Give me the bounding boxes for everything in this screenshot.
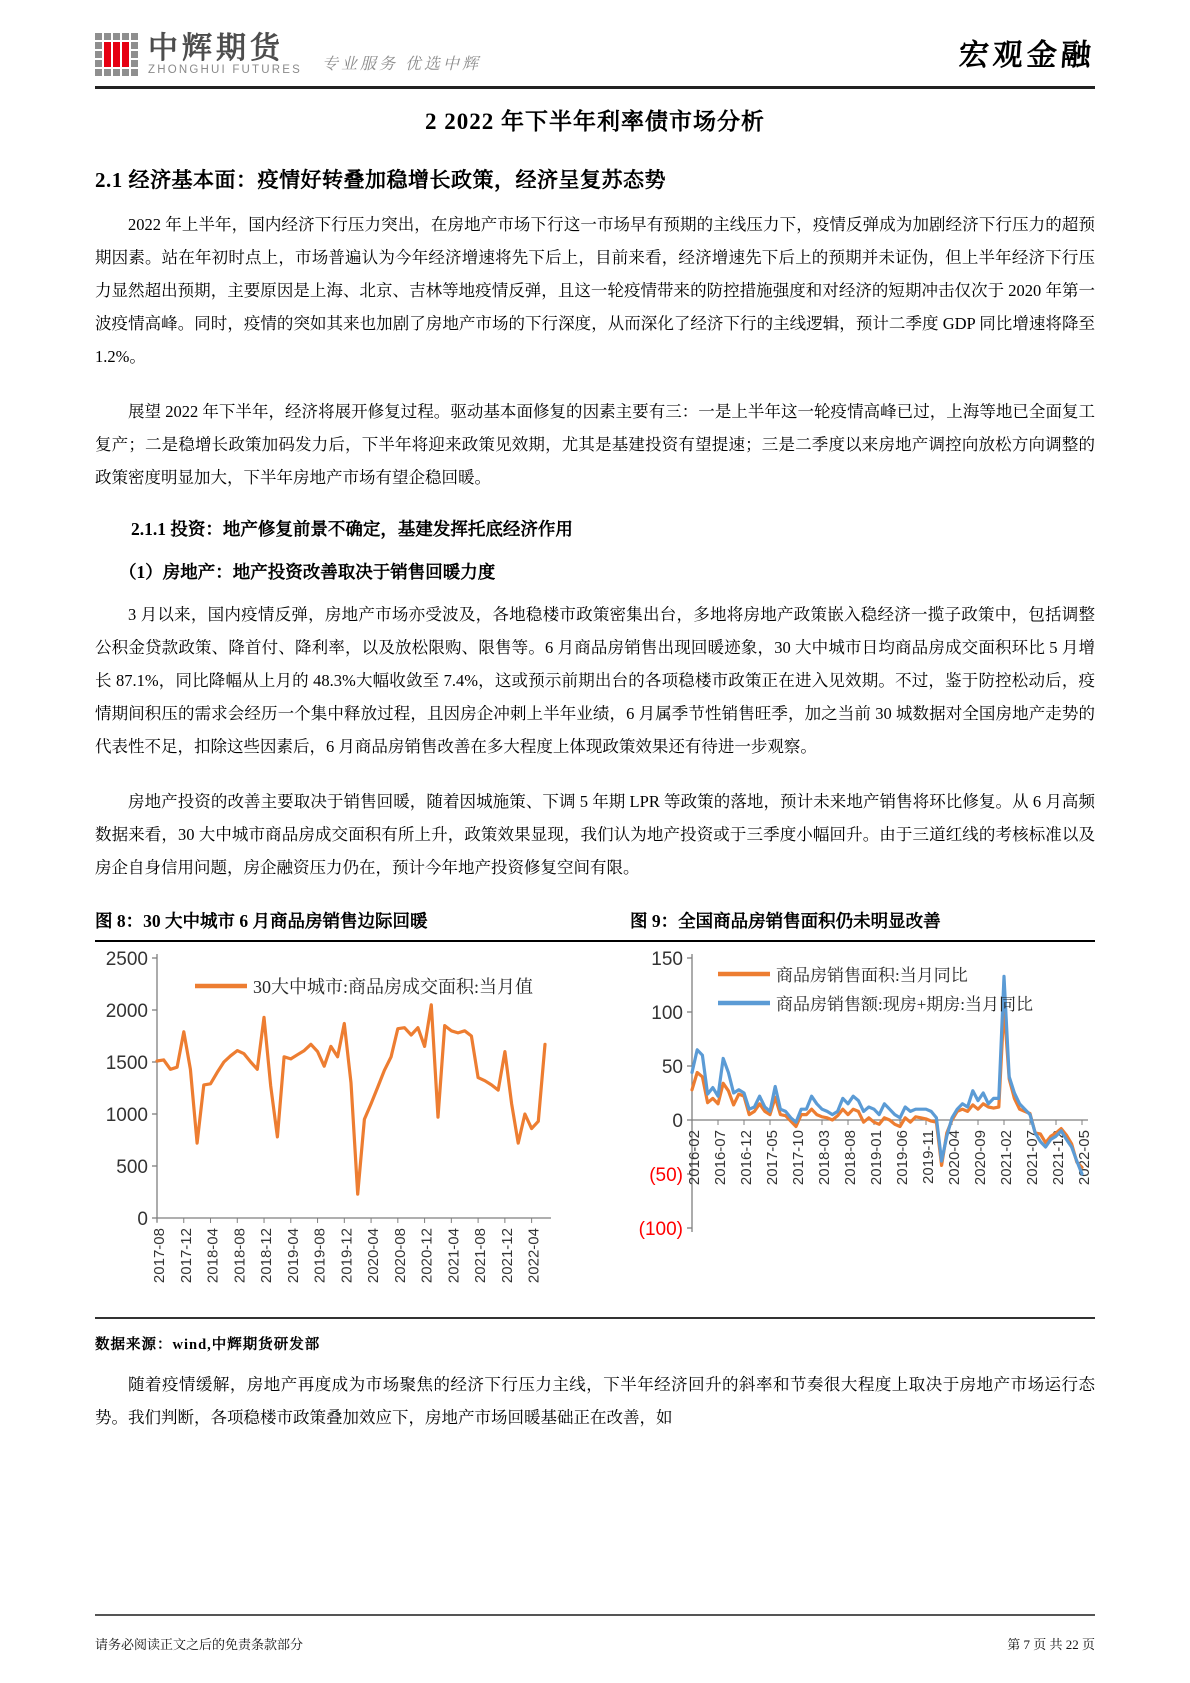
svg-text:2017-10: 2017-10: [790, 1130, 807, 1186]
company-logo-icon: [95, 33, 138, 76]
report-category: 宏观金融: [957, 39, 1096, 72]
paragraph-3: 3 月以来，国内疫情反弹，房地产市场亦受波及，各地稳楼市政策密集出台，多地将房地产政策嵌入稳经济一揽子政策中，包括调整公积金贷款政策、降首付、降利率，以及放松限购、限售等。6 月商品房销售出现回暖迹象，30 大中城市日均商品房成交面积环比 5 月增长 87.1%，同比降幅从上月的 48.3%大幅收敛至 7.4%，这或预示前期出台的各项稳楼市政策正在进入见效期。不过，鉴于防控松动后，疫情期间积压的需求会经历一个集中释放过程，且因房企冲刺上半年业绩，6 月属季节性销售旺季，加之当前 30 城数据对全国房地产走势的代表性不足，扣除这些因素后，6 月商品房销售改善在多大程度上体现政策效果还有待进一步观察。: [95, 605, 1095, 756]
footer-disclaimer: 请务必阅读正文之后的免责条款部分: [95, 1637, 304, 1652]
page-header: [95, 0, 1095, 89]
svg-text:2018-04: 2018-04: [204, 1228, 222, 1284]
svg-text:150: 150: [651, 949, 683, 970]
paragraph-4: 房地产投资的改善主要取决于销售回暖，随着因城施策、下调 5 年期 LPR 等政策的落地，预计未来地产销售将环比修复。从 6 月高频数据来看，30 大中城市商品房成交面积有所上升，政策效果显现，我们认为地产投资或于三季度小幅回升。由于三道红线的考核标准以及房企自身信用问题，房企融资压力仍在，预计今年地产投资修复空间有限。: [95, 792, 1095, 877]
svg-text:2018-08: 2018-08: [231, 1228, 249, 1284]
svg-text:2022-04: 2022-04: [525, 1228, 543, 1284]
svg-text:2018-12: 2018-12: [258, 1228, 276, 1284]
charts-row: [95, 948, 1095, 1313]
figure9-title: 图 9：全国商品房销售面积仍未明显改善: [630, 911, 941, 931]
paragraph-2: 展望 2022 年下半年，经济将展开修复过程。驱动基本面修复的因素主要有三：一是上半年这一轮疫情高峰已过，上海等地已全面复工复产；二是稳增长政策加码发力后，下半年将迎来政策见效期，尤其是基建投资有望提速；三是二季度以来房地产调控向放松方向调整的政策密度明显加大，下半年房地产市场有望企稳回暖。: [95, 402, 1095, 487]
svg-text:0: 0: [137, 1209, 148, 1230]
svg-text:2016-07: 2016-07: [712, 1130, 729, 1186]
brand-tagline: 专业服务 优选中辉: [322, 56, 482, 73]
brand: [95, 33, 481, 76]
svg-text:0: 0: [672, 1111, 683, 1132]
svg-text:2021-04: 2021-04: [445, 1228, 463, 1284]
svg-text:2020-04: 2020-04: [946, 1130, 963, 1186]
page-footer: [95, 1614, 1095, 1653]
paragraph-1: 2022 年上半年，国内经济下行压力突出，在房地产市场下行这一市场早有预期的主线压力下，疫情反弹成为加剧经济下行压力的超预期因素。站在年初时点上，市场普遍认为今年经济增速将先下后上，目前来看，经济增速先下后上的预期并未证伪，但上半年经济下行压力显然超出预期，主要原因是上海、北京、吉林等地疫情反弹，且这一轮疫情带来的防控措施强度和对经济的短期冲击仅次于 2020 年第一波疫情高峰。同时，疫情的突如其来也加剧了房地产市场的下行深度，从而深化了经济下行的主线逻辑，预计二季度 GDP 同比增速将降至 1.2%。: [95, 215, 1095, 366]
svg-text:(100): (100): [638, 1219, 683, 1240]
svg-text:2018-03: 2018-03: [816, 1130, 833, 1186]
footer-page-number: 第 7 页 共 22 页: [1007, 1637, 1095, 1652]
svg-text:2022-05: 2022-05: [1076, 1130, 1093, 1186]
svg-text:商品房销售面积:当月同比: 商品房销售面积:当月同比: [776, 966, 968, 985]
svg-text:1500: 1500: [105, 1053, 148, 1074]
svg-text:30大中城市:商品房成交面积:当月值: 30大中城市:商品房成交面积:当月值: [253, 977, 534, 997]
subsection-heading-211: 2.1.1 投资：地产修复前景不确定，基建发挥托底经济作用: [131, 519, 573, 539]
svg-text:2000: 2000: [105, 1001, 148, 1022]
svg-text:2020-08: 2020-08: [391, 1228, 409, 1284]
svg-text:2021-12: 2021-12: [498, 1228, 516, 1284]
svg-text:2019-12: 2019-12: [338, 1228, 356, 1284]
svg-text:2021-12: 2021-12: [1050, 1130, 1067, 1186]
svg-text:100: 100: [651, 1003, 683, 1024]
svg-text:2018-08: 2018-08: [842, 1130, 859, 1186]
svg-text:商品房销售额:现房+期房:当月同比: 商品房销售额:现房+期房:当月同比: [776, 995, 1034, 1014]
figure8-title: 图 8：30 大中城市 6 月商品房销售边际回暖: [95, 911, 428, 931]
logo-name-cn: 中辉期货: [148, 32, 284, 65]
figure9-line-chart: [630, 948, 1095, 1313]
svg-text:2019-08: 2019-08: [311, 1228, 329, 1284]
figure-titles-row: [95, 908, 1095, 942]
svg-text:2021-07: 2021-07: [1024, 1130, 1041, 1186]
svg-text:2019-06: 2019-06: [894, 1130, 911, 1186]
svg-text:500: 500: [116, 1157, 148, 1178]
svg-text:2020-09: 2020-09: [972, 1130, 989, 1186]
logo-name-en: ZHONGHUI FUTURES: [148, 64, 303, 76]
logo-text: [148, 34, 302, 76]
svg-text:2017-05: 2017-05: [764, 1130, 781, 1186]
figure-bottom-rule: [95, 1317, 1095, 1319]
svg-text:2019-11: 2019-11: [920, 1130, 937, 1184]
subsection-heading-real-estate: （1）房地产：地产投资改善取决于销售回暖力度: [119, 562, 496, 582]
svg-text:2020-12: 2020-12: [418, 1228, 436, 1284]
figure8-line-chart: [95, 948, 560, 1313]
svg-text:2017-08: 2017-08: [151, 1228, 168, 1284]
svg-text:2021-08: 2021-08: [472, 1228, 490, 1284]
svg-text:2016-02: 2016-02: [686, 1130, 703, 1186]
svg-text:50: 50: [661, 1057, 683, 1078]
svg-text:2019-01: 2019-01: [868, 1130, 885, 1186]
svg-text:2019-04: 2019-04: [284, 1228, 302, 1284]
svg-text:2500: 2500: [105, 949, 148, 970]
svg-text:2017-12: 2017-12: [177, 1228, 195, 1284]
section-heading: 2.1 经济基本面：疫情好转叠加稳增长政策，经济呈复苏态势: [95, 168, 666, 192]
page-title: 2 2022 年下半年利率债市场分析: [425, 109, 765, 134]
data-source-note: 数据来源：wind,中辉期货研发部: [95, 1337, 321, 1353]
svg-text:1000: 1000: [105, 1105, 148, 1126]
svg-text:2020-04: 2020-04: [365, 1228, 383, 1284]
svg-text:2021-02: 2021-02: [998, 1130, 1015, 1186]
svg-text:(50): (50): [649, 1165, 683, 1186]
paragraph-5: 随着疫情缓解，房地产再度成为市场聚焦的经济下行压力主线，下半年经济回升的斜率和节奏很大程度上取决于房地产市场运行态势。我们判断，各项稳楼市政策叠加效应下，房地产市场回暖基础正在改善，如: [95, 1375, 1095, 1427]
svg-text:2016-12: 2016-12: [738, 1130, 755, 1186]
